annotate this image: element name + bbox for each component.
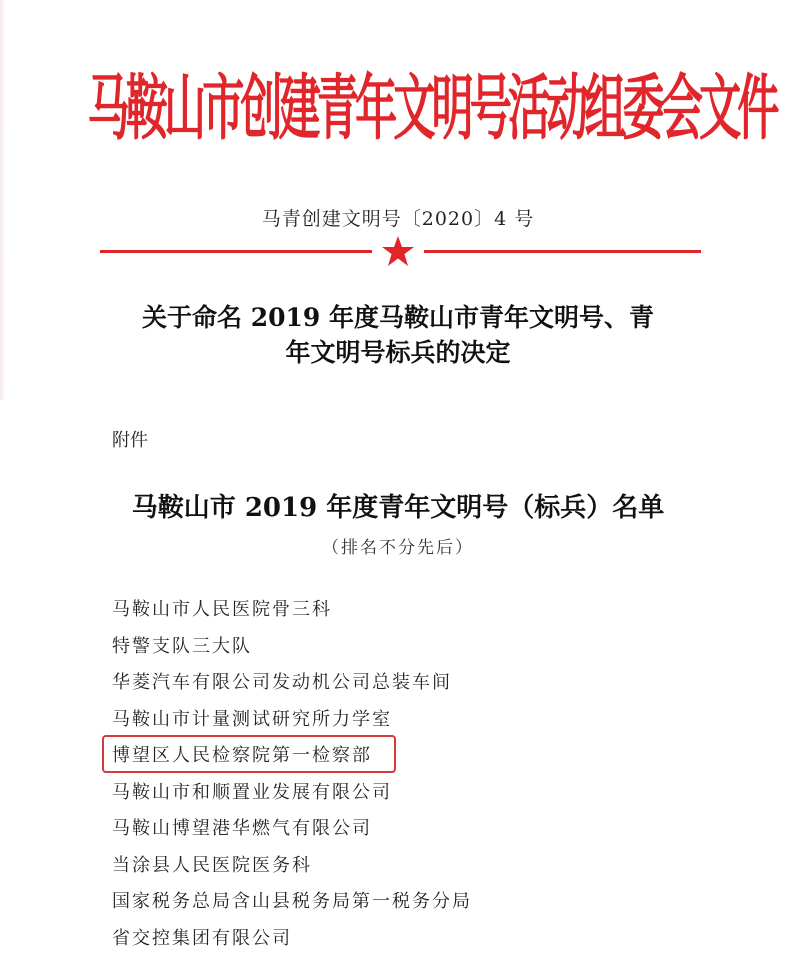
list-subtitle: （排名不分先后）	[322, 538, 474, 558]
list-item: 当涂县人民医院医务科	[112, 854, 312, 876]
document-header-title: 马鞍山市创建青年文明号活动组委会文件	[87, 66, 776, 150]
list-item: 马鞍山市人民医院骨三科	[112, 599, 332, 620]
list-item: 国家税务总局含山县税务局第一税务分局	[112, 891, 472, 912]
decision-title-line1: 关于命名 2019 年度马鞍山市青年文明号、青	[142, 303, 654, 332]
decision-title	[0, 300, 796, 370]
red-star-icon	[381, 236, 415, 266]
list-item: 马鞍山博望港华燃气有限公司	[112, 818, 372, 839]
list-item: 省交控集团有限公司	[112, 927, 292, 949]
document-number: 马青创建文明号〔2020〕4 号	[261, 208, 535, 230]
decision-title-line2: 年文明号标兵的决定	[285, 338, 511, 367]
red-divider-left	[100, 250, 372, 253]
attachment-label: 附件	[112, 430, 148, 451]
list-item: 特警支队三大队	[112, 635, 252, 657]
highlight-box	[102, 735, 396, 773]
list-item: 马鞍山市计量测试研究所力学室	[112, 708, 392, 730]
list-item: 马鞍山市和顺置业发展有限公司	[112, 781, 392, 803]
list-item: 华菱汽车有限公司发动机公司总装车间	[112, 672, 452, 693]
honoree-list	[112, 595, 472, 960]
red-divider-right	[424, 250, 701, 253]
list-title: 马鞍山市 2019 年度青年文明号（标兵）名单	[131, 493, 665, 523]
list-item-highlighted: 博望区人民检察院第一检察部	[112, 745, 372, 766]
